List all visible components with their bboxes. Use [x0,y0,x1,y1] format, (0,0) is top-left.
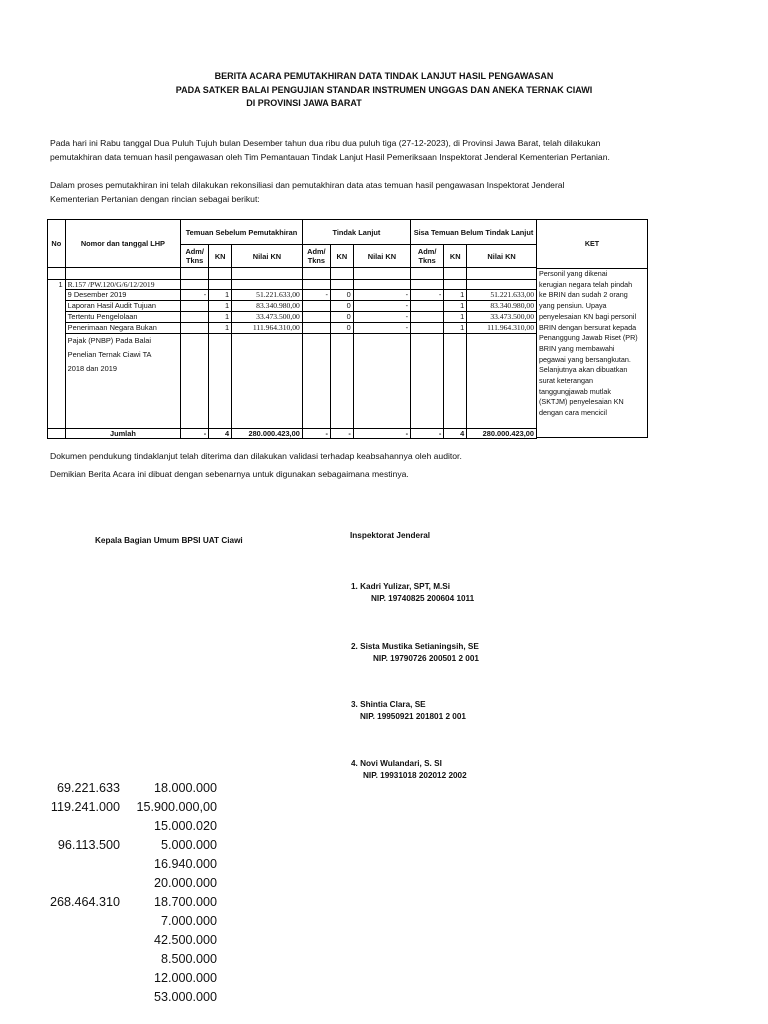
ket-line: pegawai yang bersangkutan. [539,354,631,364]
cell-value [411,312,444,323]
signatory-3 [351,699,466,723]
calc-value: 16.940.000 [153,857,217,871]
calc-value [30,855,120,874]
cell-value: 1 [444,323,467,334]
calc-value: 8.500.000 [160,952,217,966]
ket-header: KET [537,220,647,269]
cell-value: 1 [444,290,467,301]
cell-value [302,312,330,323]
calc-value: 15.900.000,00 [136,800,217,814]
subheader-kn: KN [330,245,353,268]
ket-line: kerugian negara telah pindah [539,279,633,289]
cell-value: 0 [330,301,353,312]
cell-value: 1 [444,301,467,312]
intro-line: Kementerian Pertanian dengan rincian sebagai berikut: [50,194,260,204]
cell-value: 33.473.500,00 [232,312,303,323]
doc-title-line-3: DI PROVINSI JAWA BARAT [246,98,362,108]
cell-value: 0 [330,290,353,301]
total-value: 4 [444,429,467,439]
subheader-nilai: Nilai KN [467,245,537,268]
lhp-date: 9 Desember 2019 [65,290,180,301]
cell-value [181,323,209,334]
closing-line-2: Demikian Berita Acara ini dibuat dengan sebenarnya untuk digunakan sebagaimana mestinya. [50,469,409,479]
subheader-adm: Adm/ Tkns [302,245,330,268]
total-value: 4 [209,429,232,439]
doc-title-line-2: PADA SATKER BALAI PENGUJIAN STANDAR INSTRUMEN UNGGAS DAN ANEKA TERNAK CIAWI [175,85,593,95]
lhp-table [47,219,537,439]
col-header-tindak-lanjut: Tindak Lanjut [302,220,410,245]
table-row [48,280,537,290]
ket-column [537,219,648,438]
cell-value: - [353,323,410,334]
doc-title-line-1: BERITA ACARA PEMUTAKHIRAN DATA TINDAK LANJUT HASIL PENGAWASAN [214,71,554,81]
intro-line: Dalam proses pemutakhiran ini telah dilakukan rekonsiliasi dan pemutakhiran data atas temuan hasil pengawasan Inspektorat Jenderal [50,180,565,190]
calc-value: 15.000.020 [153,819,217,833]
subheader-nilai: Nilai KN [232,245,303,268]
cell-value: 111.964.310,00 [467,323,537,334]
subheader-adm: Adm/ Tkns [181,245,209,268]
col-header-temuan: Temuan Sebelum Pemutakhiran [181,220,303,245]
signatory-nip: NIP. 19740825 200604 1011 [371,594,475,603]
signatory-nip: NIP. 19790726 200501 2 001 [373,654,479,663]
cell-value [181,312,209,323]
cell-value: 51.221.633,00 [467,290,537,301]
calc-value: 18.700.000 [153,895,217,909]
subheader-nilai: Nilai KN [353,245,410,268]
cell-value: 1 [209,312,232,323]
signatory-name: 1. Kadri Yulizar, SPT, M.Si [351,582,451,591]
total-value: - [181,429,209,439]
cell-value: 1 [444,312,467,323]
cell-value [411,301,444,312]
cell-value: 1 [209,290,232,301]
cell-value: 51.221.633,00 [232,290,303,301]
signatory-name: 4. Novi Wulandari, S. SI [351,759,442,768]
calc-value: 20.000.000 [153,876,217,890]
ket-line: Selanjutnya akan dibuatkan [539,365,628,375]
calc-value: 18.000.000 [153,781,217,795]
col-header-no: No [48,220,66,268]
total-value: - [302,429,330,439]
lhp-line: Penelian Ternak Ciawi TA [67,350,152,359]
signatory-1 [351,581,474,605]
lhp-description: Penerimaan Negara Bukan [65,323,180,334]
lhp-description: Tertentu Pengelolaan [65,312,180,323]
ket-line: surat keterangan [539,376,593,386]
signatory-nip: NIP. 19950921 201801 2 001 [360,712,466,721]
signer-right-title: Inspektorat Jenderal [350,531,431,540]
cell-value [181,301,209,312]
signatory-name: 3. Shintia Clara, SE [351,700,426,709]
calc-value: 268.464.310 [49,895,120,909]
signatory-nip: NIP. 19931018 202012 2002 [363,771,467,780]
subheader-kn: KN [444,245,467,268]
intro-paragraph-2 [50,178,730,206]
cell-value: - [411,290,444,301]
total-value: - [353,429,410,439]
calc-value [30,817,120,836]
subheader-kn: KN [209,245,232,268]
cell-value: 1 [209,301,232,312]
total-value: 280.000.423,00 [232,429,303,439]
lhp-description [65,334,180,429]
cell-value: 0 [330,312,353,323]
total-value: 280.000.423,00 [467,429,537,439]
closing-line-1: Dokumen pendukung tindaklanjut telah diterima dan dilakukan validasi terhadap keabsahannya oleh auditor. [50,451,462,461]
table-row [48,334,537,429]
ket-line: tanggungjawab mutlak [539,386,611,396]
table-row [48,290,537,301]
cell-value: - [353,312,410,323]
calc-value: 5.000.000 [160,838,217,852]
calc-value: 42.500.000 [153,933,217,947]
total-value: - [411,429,444,439]
ket-text [537,269,647,419]
lhp-line: Pajak (PNBP) Pada Balai [67,336,152,345]
col-header-sisa: Sisa Temuan Belum Tindak Lanjut [411,220,537,245]
cell-value: 33.473.500,00 [467,312,537,323]
lhp-number: R.157 /PW.120/G/6/12/2019 [65,280,180,290]
cell-value: 83.340.980,00 [467,301,537,312]
signatory-name: 2. Sista Mustika Setianingsih, SE [351,642,479,651]
total-value: - [330,429,353,439]
cell-value: 83.340.980,00 [232,301,303,312]
intro-line: pemutakhiran data temuan hasil pengawasan oleh Tim Pemantauan Tindak Lanjut Hasil Pemeriksaan Inspektorat Jenderal Kementerian Pertanian. [50,152,610,162]
signatory-2 [351,641,479,665]
intro-line: Pada hari ini Rabu tanggal Dua Puluh Tujuh bulan Desember tahun dua ribu dua puluh tiga (27-12-2023), di Provinsi Jawa Barat, telah dilakukan [50,138,601,148]
ket-line: penyelesaian KN bagi personil [539,311,637,321]
cell-value: 1 [209,323,232,334]
cell-value: - [302,290,330,301]
cell-value: - [181,290,209,301]
ket-line: BRIN yang membawahi [539,343,615,353]
ket-line: ke BRIN dan sudah 2 orang [539,290,628,300]
total-label: Jumlah [65,429,180,439]
calc-value: 69.221.633 [56,781,120,795]
col-header-lhp: Nomor dan tanggal LHP [65,220,180,268]
ket-line: Personil yang dikenai [539,269,608,278]
signer-left-title: Kepala Bagian Umum BPSI UAT Ciawi [95,536,243,545]
ket-line: yang pensiun. Upaya [539,301,607,311]
ket-line: Penanggung Jawab Riset (PR) [539,333,638,343]
subheader-adm: Adm/ Tkns [411,245,444,268]
calc-value: 96.113.500 [57,838,120,852]
table-row [48,301,537,312]
signatory-4 [351,758,467,782]
calc-value: 12.000.000 [153,971,217,985]
ket-line: dengan cara mencicil [539,408,607,418]
calc-value: 7.000.000 [160,914,217,928]
cell-value [302,323,330,334]
calc-value: 119.241.000 [50,800,120,814]
lhp-line: 2018 dan 2019 [67,364,117,373]
calc-value [30,874,120,893]
cell-value: - [353,290,410,301]
cell-value: - [353,301,410,312]
lhp-description: Laporan Hasil Audit Tujuan [65,301,180,312]
ket-line: BRIN dengan bersurat kepada [539,322,637,332]
intro-paragraph [50,136,730,164]
total-row [48,429,537,439]
cell-value: 111.964.310,00 [232,323,303,334]
cell-value: 0 [330,323,353,334]
ket-line: (SKTJM) penyelesaian KN [539,397,624,407]
cell-value [411,323,444,334]
table-row [48,323,537,334]
calc-column-2 [120,779,217,1007]
calc-value: 53.000.000 [153,990,217,1004]
table-row [48,312,537,323]
cell-value [302,301,330,312]
row-number: 1 [48,280,66,429]
calc-column-1 [30,779,120,912]
